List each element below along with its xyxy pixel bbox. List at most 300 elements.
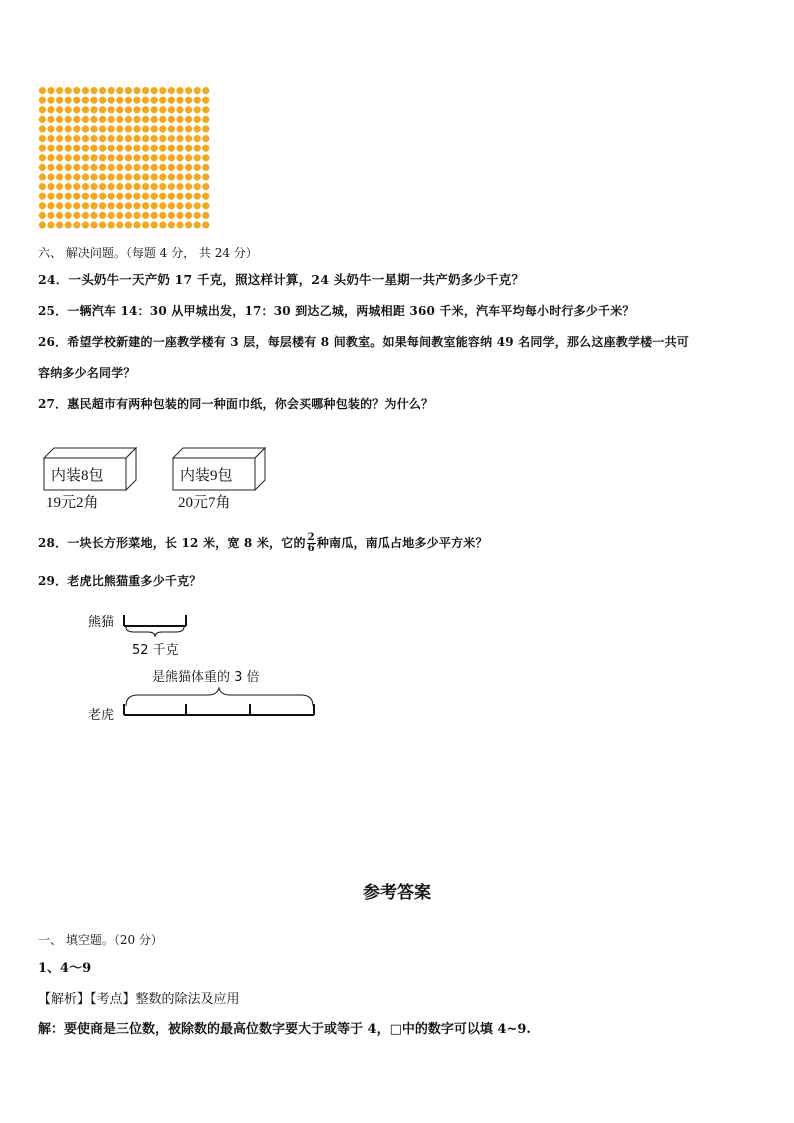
package-1-price: 19元2角 [46,495,99,511]
grid-dot [125,154,132,161]
grid-dot [47,145,54,152]
grid-dot [116,154,123,161]
grid-dot [90,221,97,228]
grid-dot [159,135,166,142]
grid-dot [47,212,54,219]
answers-section-one: 一、 填空题。（20 分） [38,933,163,947]
grid-dot [202,173,209,180]
grid-dot [159,164,166,171]
grid-dot [202,183,209,190]
grid-dot [151,193,158,200]
grid-dot [65,106,72,113]
grid-dot [176,164,183,171]
grid-dot [56,87,63,94]
grid-dot [185,145,192,152]
grid-dot [65,183,72,190]
fraction-numerator: 2 [307,532,315,543]
grid-dot [125,106,132,113]
grid-dot [133,193,140,200]
grid-dot [151,173,158,180]
grid-dot [159,193,166,200]
grid-dot [90,164,97,171]
grid-dot [142,193,149,200]
grid-dot [202,145,209,152]
grid-dot [108,173,115,180]
grid-dot [90,193,97,200]
panda-weight-label: 52 千克 [132,643,179,658]
grid-dot [82,116,89,123]
grid-dot [168,164,175,171]
grid-dot [39,116,46,123]
grid-dot [159,212,166,219]
grid-dot [90,183,97,190]
grid-dot [133,212,140,219]
grid-dot [47,173,54,180]
grid-dot [142,164,149,171]
grid-dot [99,145,106,152]
grid-dot [108,145,115,152]
grid-dot [168,212,175,219]
grid-dot [202,106,209,113]
grid-dot [159,154,166,161]
grid-dot [168,221,175,228]
grid-dot [194,116,201,123]
question-29: 29．老虎比熊猫重多少千克？ [38,574,202,588]
grid-dot [99,97,106,104]
grid-dot [159,97,166,104]
grid-dot [151,164,158,171]
grid-dot [159,221,166,228]
grid-dot [56,116,63,123]
grid-dot [133,97,140,104]
grid-dot [47,97,54,104]
grid-dot [202,164,209,171]
grid-dot [168,202,175,209]
grid-dot [176,212,183,219]
grid-dot [47,125,54,132]
grid-dot [125,116,132,123]
panda-label: 熊猫 [88,615,115,630]
grid-dot [99,125,106,132]
grid-dot [47,221,54,228]
grid-dot [202,154,209,161]
grid-dot [151,97,158,104]
grid-dot [185,173,192,180]
grid-dot [108,97,115,104]
grid-dot [47,202,54,209]
grid-dot [39,202,46,209]
grid-dot [90,97,97,104]
grid-dot [82,125,89,132]
grid-dot [142,154,149,161]
grid-dot [82,145,89,152]
grid-dot [185,97,192,104]
grid-dot [116,202,123,209]
grid-dot [39,97,46,104]
grid-dot [194,164,201,171]
grid-dot [108,212,115,219]
grid-dot [56,125,63,132]
grid-dot [65,145,72,152]
grid-dot [90,116,97,123]
grid-dot [142,212,149,219]
grid-dot [65,154,72,161]
question-26-line2: 容纳多少名同学？ [38,366,136,380]
grid-dot [73,173,80,180]
grid-dot [168,173,175,180]
grid-dot [202,221,209,228]
grid-dot [194,212,201,219]
grid-dot [133,202,140,209]
grid-dot [65,193,72,200]
grid-dot [39,106,46,113]
grid-dot [99,87,106,94]
grid-dot [142,221,149,228]
tiger-multiple-note: 是熊猫体重的 3 倍 [152,670,260,685]
grid-dot [168,145,175,152]
grid-dot [194,202,201,209]
grid-dot [73,135,80,142]
grid-dot [194,154,201,161]
grid-dot [90,212,97,219]
grid-dot [176,202,183,209]
grid-dot [47,183,54,190]
grid-dot [176,125,183,132]
package-2-price: 20元7角 [178,495,231,511]
grid-dot [73,116,80,123]
grid-dot [133,173,140,180]
grid-dot [65,135,72,142]
grid-dot [185,202,192,209]
grid-dot [168,154,175,161]
grid-dot [116,173,123,180]
grid-dot [168,87,175,94]
grid-dot [176,221,183,228]
grid-dot [202,125,209,132]
grid-dot [108,183,115,190]
grid-dot [39,154,46,161]
grid-dot [185,221,192,228]
grid-dot [56,145,63,152]
grid-dot [56,193,63,200]
grid-dot [82,212,89,219]
grid-dot [159,145,166,152]
grid-dot [65,164,72,171]
grid-dot [99,173,106,180]
grid-dot [90,154,97,161]
grid-dot [65,116,72,123]
grid-dot [176,116,183,123]
question-24: 24．一头奶牛一天产奶 17 千克，照这样计算，24 头奶牛一星期一共产奶多少千克？ [38,272,525,287]
grid-dot [133,106,140,113]
grid-dot [168,125,175,132]
grid-dot [159,116,166,123]
grid-dot [151,87,158,94]
grid-dot [65,97,72,104]
grid-dot [73,125,80,132]
grid-dot [47,87,54,94]
grid-dot [90,125,97,132]
grid-dot [125,87,132,94]
grid-dot [168,193,175,200]
grid-dot [108,116,115,123]
question-25: 25．一辆汽车 14：30 从甲城出发，17：30 到达乙城，两城相距 360 千米，汽车平均每小时行多少千米？ [38,304,635,318]
orange-dot-grid [38,86,210,232]
grid-dot [125,97,132,104]
grid-dot [56,173,63,180]
grid-dot [176,173,183,180]
grid-dot [99,212,106,219]
grid-dot [56,97,63,104]
grid-dot [151,202,158,209]
grid-dot [176,193,183,200]
grid-dot [194,173,201,180]
grid-dot [168,106,175,113]
grid-dot [82,183,89,190]
grid-dot [47,193,54,200]
grid-dot [90,145,97,152]
grid-dot [194,135,201,142]
grid-dot [90,135,97,142]
grid-dot [116,164,123,171]
grid-dot [151,135,158,142]
grid-dot [73,97,80,104]
grid-dot [159,183,166,190]
grid-dot [108,164,115,171]
grid-dot [82,154,89,161]
grid-dot [125,221,132,228]
grid-dot [133,125,140,132]
grid-dot [82,221,89,228]
grid-dot [56,183,63,190]
grid-dot [142,135,149,142]
grid-dot [39,125,46,132]
grid-dot [176,183,183,190]
question-28-text-after: 种南瓜，南瓜占地多少平方米？ [316,536,488,550]
grid-dot [125,173,132,180]
grid-dot [133,116,140,123]
grid-dot [194,106,201,113]
grid-dot [56,154,63,161]
grid-dot [142,125,149,132]
answer-1: 1、4～9 [38,961,92,976]
grid-dot [133,183,140,190]
grid-dot [99,183,106,190]
grid-dot [82,97,89,104]
grid-dot [133,221,140,228]
grid-dot [56,164,63,171]
grid-dot [65,202,72,209]
grid-dot [133,145,140,152]
grid-dot [151,145,158,152]
grid-dot [151,116,158,123]
grid-dot [194,221,201,228]
grid-dot [125,193,132,200]
grid-dot [39,145,46,152]
grid-dot [99,116,106,123]
grid-dot [133,164,140,171]
grid-dot [108,202,115,209]
question-28 [38,533,488,554]
grid-dot [125,183,132,190]
grid-dot [73,164,80,171]
grid-dot [185,164,192,171]
grid-dot [185,183,192,190]
grid-dot [202,202,209,209]
grid-dot [185,87,192,94]
grid-dot [133,154,140,161]
grid-dot [151,154,158,161]
grid-dot [176,106,183,113]
grid-dot [39,183,46,190]
answers-title: 参考答案 [363,883,431,903]
grid-dot [185,106,192,113]
grid-dot [82,164,89,171]
question-26-line1: 26．希望学校新建的一座教学楼有 3 层，每层楼有 8 间教室。如果每间教室能容纳 49 名同学，那么这座教学楼一共可 [38,335,689,349]
grid-dot [151,106,158,113]
grid-dot [56,212,63,219]
grid-dot [125,145,132,152]
grid-dot [202,212,209,219]
grid-dot [116,125,123,132]
grid-dot [151,125,158,132]
grid-dot [82,202,89,209]
grid-dot [116,135,123,142]
grid-dot [73,193,80,200]
grid-dot [194,145,201,152]
grid-dot [159,202,166,209]
grid-dot [73,87,80,94]
grid-dot [168,183,175,190]
grid-dot [116,87,123,94]
grid-dot [176,135,183,142]
grid-dot [142,145,149,152]
grid-dot [185,154,192,161]
grid-dot [185,125,192,132]
solution-text: 解：要使商是三位数，被除数的最高位数字要大于或等于 4，□中的数字可以填 4~9. [38,1022,531,1037]
grid-dot [159,173,166,180]
grid-dot [56,106,63,113]
grid-dot [202,135,209,142]
grid-dot [125,212,132,219]
grid-dot [39,164,46,171]
grid-dot [142,106,149,113]
grid-dot [116,116,123,123]
grid-dot [116,97,123,104]
grid-dot [151,212,158,219]
fraction-two-sixths [307,533,316,554]
grid-dot [47,135,54,142]
question-27: 27．惠民超市有两种包装的同一种面巾纸，你会买哪种包装的？为什么？ [38,397,434,411]
grid-dot [202,87,209,94]
grid-dot [47,106,54,113]
grid-dot [142,87,149,94]
grid-dot [194,125,201,132]
grid-dot [73,212,80,219]
grid-dot [90,173,97,180]
grid-dot [65,212,72,219]
grid-dot [39,135,46,142]
grid-dot [90,202,97,209]
grid-dot [202,193,209,200]
grid-dot [39,87,46,94]
grid-dot [125,135,132,142]
question-28-text-before: 28．一块长方形菜地，长 12 米，宽 8 米，它的 [38,536,306,550]
grid-dot [39,221,46,228]
grid-dot [176,154,183,161]
grid-dot [39,173,46,180]
grid-dot [159,125,166,132]
grid-dot [116,106,123,113]
grid-dot [176,145,183,152]
grid-dot [151,221,158,228]
grid-dot [116,212,123,219]
grid-dot [116,193,123,200]
grid-dot [90,106,97,113]
grid-dot [194,97,201,104]
grid-dot [194,193,201,200]
grid-dot [82,173,89,180]
grid-dot [73,154,80,161]
grid-dot [56,202,63,209]
grid-dot [99,202,106,209]
analysis-topic: 【解析】【考点】整数的除法及应用 [38,992,240,1007]
line-segment-diagram [118,605,323,720]
grid-dot [73,202,80,209]
grid-dot [108,106,115,113]
grid-dot [65,87,72,94]
grid-dot [125,125,132,132]
grid-dot [99,164,106,171]
grid-dot [99,154,106,161]
grid-dot [108,87,115,94]
grid-dot [168,116,175,123]
grid-dot [82,193,89,200]
grid-dot [73,183,80,190]
grid-dot [39,193,46,200]
grid-dot [73,221,80,228]
grid-dot [133,135,140,142]
grid-dot [133,87,140,94]
grid-dot [99,106,106,113]
grid-dot [125,202,132,209]
grid-dot [73,106,80,113]
grid-dot [56,135,63,142]
grid-dot [159,87,166,94]
grid-dot [82,106,89,113]
grid-dot [185,193,192,200]
grid-dot [82,135,89,142]
grid-dot [159,106,166,113]
grid-dot [99,221,106,228]
grid-dot [176,97,183,104]
grid-dot [185,116,192,123]
package-1-label: 内装8包 [51,468,104,484]
grid-dot [99,135,106,142]
grid-dot [142,183,149,190]
grid-dot [142,173,149,180]
grid-dot [142,97,149,104]
section-six-heading: 六、 解决问题。（每题 4 分， 共 24 分） [38,246,258,260]
grid-dot [142,116,149,123]
grid-dot [47,116,54,123]
grid-dot [108,193,115,200]
grid-dot [142,202,149,209]
tiger-label: 老虎 [88,708,115,723]
grid-dot [47,154,54,161]
grid-dot [65,125,72,132]
grid-dot [99,193,106,200]
